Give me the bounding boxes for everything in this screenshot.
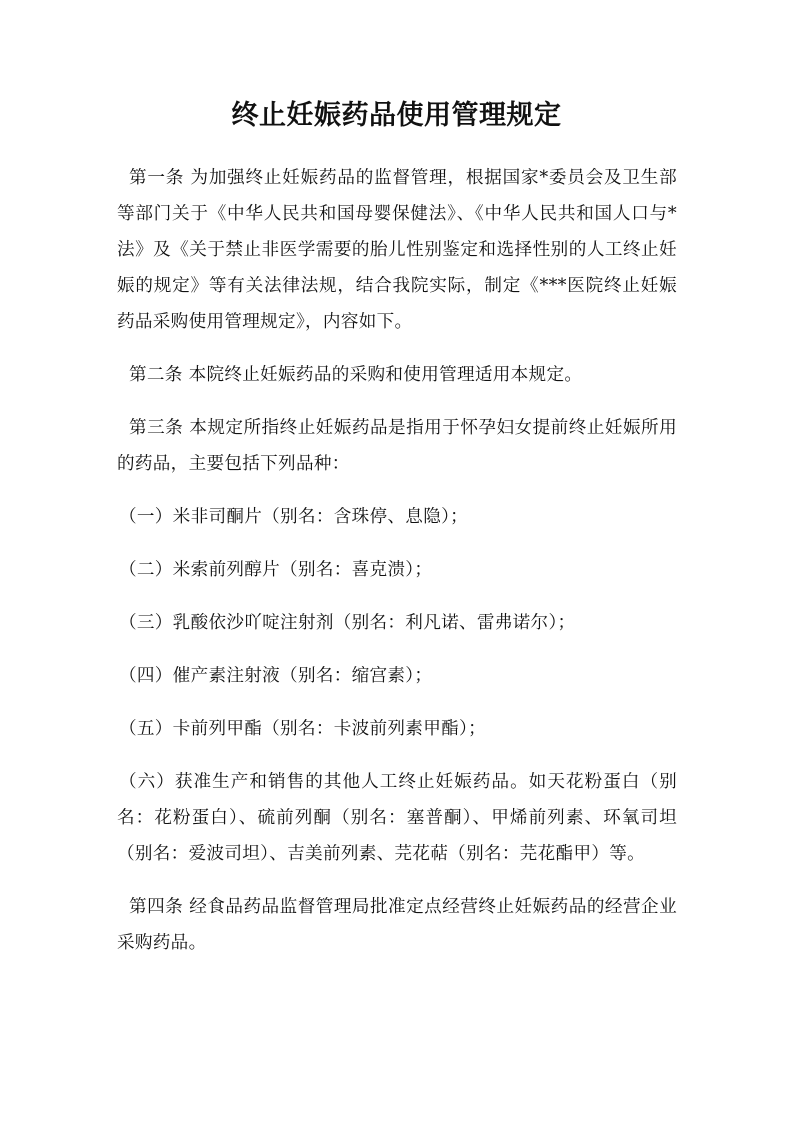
document-title: 终止妊娠药品使用管理规定 <box>231 100 562 131</box>
drug-item-5: （五）卡前列甲酯（别名：卡波前列素甲酯）； <box>119 719 486 739</box>
drug-item-1: （一）米非司酮片（别名：含珠停、息隐）； <box>119 507 469 527</box>
drug-item-2: （二）米索前列醇片（别名：喜克溃）； <box>119 560 433 580</box>
article-4-paragraph: 第四条 经食品药品监督管理局批准定点经营终止妊娠药品的经营企业采购药品。 <box>117 897 677 953</box>
article-3-paragraph: 第三条 本规定所指终止妊娠药品是指用于怀孕妇女提前终止妊娠所用的药品，主要包括下列品种： <box>117 418 677 474</box>
document-body <box>117 160 677 978</box>
article-2-paragraph: 第二条 本院终止妊娠药品的采购和使用管理适用本规定。 <box>129 365 583 385</box>
drug-item-6: （六）获准生产和销售的其他人工终止妊娠药品。如天花粉蛋白（别名：花粉蛋白）、硫前列酮（别名：塞普酮）、甲烯前列素、环氧司坦（别名：爱波司坦）、吉美前列素、芫花萜（别名：芫花酯甲）等。 <box>117 772 677 864</box>
article-1-paragraph: 第一条 为加强终止妊娠药品的监督管理，根据国家*委员会及卫生部等部门关于《中华人民共和国母婴保健法》、《中华人民共和国人口与*法》及《关于禁止非医学需要的胎儿性别鉴定和选择性别的人工终止妊娠的规定》等有关法律法规，结合我院实际，制定《***医院终止妊娠药品采购使用管理规定》，内容如下。 <box>117 168 677 332</box>
drug-item-3: （三）乳酸依沙吖啶注射剂（别名：利凡诺、雷弗诺尔）； <box>119 613 576 633</box>
drug-item-4: （四）催产素注射液（别名：缩宫素）； <box>119 666 433 686</box>
